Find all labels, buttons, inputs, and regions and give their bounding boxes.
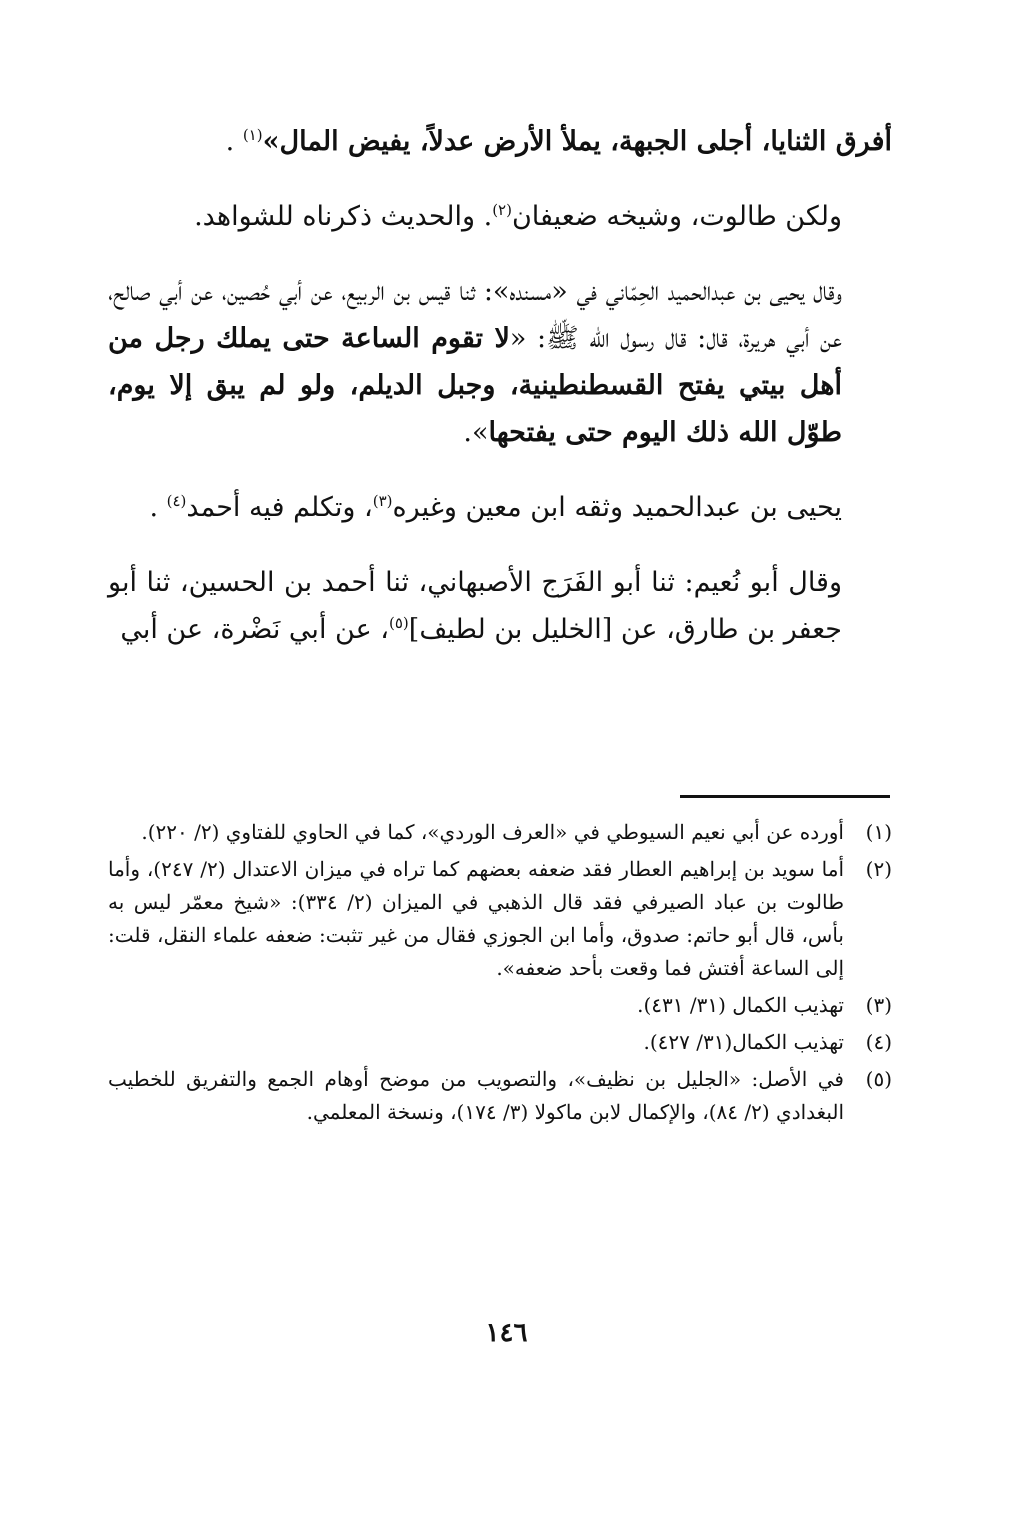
paragraph-2-a: ولكن طالوت، وشيخه ضعيفان [511,201,842,232]
footnote-ref-5: (٥) [389,614,409,632]
footnotes [108,816,892,1133]
footnote-number: (٣) [865,993,892,1017]
footnote-text: تهذيب الكمال(٣١/ ٤٢٧). [643,1030,844,1054]
footnote-text: أورده عن أبي نعيم السيوطي في «العرف الوردي»، كما في الحاوي للفتاوي (٢/ ٢٢٠). [141,820,844,844]
paragraph-4-a: يحيى بن عبدالحميد وثقه ابن معين وغيره [392,492,842,523]
paragraph-1-end: . [225,126,243,157]
footnote-ref-4: (٤) [166,492,187,510]
paragraph-2-b: . والحديث ذكرناه للشواهد. [194,201,493,232]
paragraph-4-c: . [149,492,167,523]
footnote-number: (٤) [865,1030,892,1054]
footnote-1 [108,816,892,849]
footnote-2 [108,853,892,985]
paragraph-4-b: ، وتكلم فيه أحمد [186,492,373,523]
footnote-number: (١) [865,820,892,844]
footnote-text: في الأصل: «الجليل بن نظيف»، والتصويب من موضح أوهام الجمع والتفريق للخطيب البغدادي (٢/ ٨٤)، والإكمال لابن ماكولا (٣/ ١٧٤)، ونسخة المعلمي. [108,1067,844,1124]
paragraph-3 [108,268,892,456]
paragraph-4 [108,484,892,531]
hadith-text-bold: أفرق الثنايا، أجلى الجبهة، يملأ الأرض عدلاً، يفيض المال» [262,126,892,157]
footnote-text: أما سويد بن إبراهيم العطار فقد ضعفه بعضهم كما تراه في ميزان الاعتدال (٢/ ٢٤٧)، وأما طالوت بن عباد الصيرفي فقد قال الذهبي في الميزان (٢/ ٣٣٤): «شيخ معمّر ليس به بأس، قال أبو حاتم: صدوق، وأما ابن الجوزي فقال من غير تثبت: ضعفه علماء النقل، قلت: إلى الساعة أفتش فما وقعت بأحد ضعفه». [108,857,844,980]
footnote-ref-3: (٣) [372,492,393,510]
footnote-ref-2: (٢) [492,201,512,219]
footnote-number: (٢) [865,857,892,881]
footnote-text: تهذيب الكمال (٣١/ ٤٣١). [637,993,844,1017]
paragraph-3-a: وقال يحيى بن عبدالحميد الحِمّاني في «مسنده»: ثنا قيس بن الربيع، عن أبي حُصين، عن أبي صالح، عن أبي هريرة، قال: قال رسول الله ﷺ: « [108,276,842,354]
footnote-4 [108,1026,892,1059]
main-text [108,118,892,653]
paragraph-3-b: ». [463,417,489,448]
footnote-ref-1: (١) [242,126,263,144]
paragraph-1 [108,118,892,165]
hadith-text-bold-2: لا تقوم الساعة حتى يملك رجل من أهل بيتي يفتح القسطنطينية، وجبل الديلم، ولو لم يبق إلا يوم، طوّل الله ذلك اليوم حتى يفتحها [108,323,842,448]
footnote-5 [108,1063,892,1129]
footnote-3 [108,989,892,1022]
footnote-number: (٥) [865,1067,892,1091]
paragraph-5-b: ، عن أبي نَضْرة، عن أبي [120,614,389,645]
footnote-separator [680,795,890,798]
page-number: ١٤٦ [485,1318,528,1348]
paragraph-5 [108,559,892,653]
paragraph-5-a: وقال أبو نُعيم: ثنا أبو الفَرَج الأصبهاني، ثنا أحمد بن الحسين، ثنا أبو جعفر بن طارق، عن [الخليل بن لطيف] [108,567,842,645]
paragraph-2 [108,193,892,240]
